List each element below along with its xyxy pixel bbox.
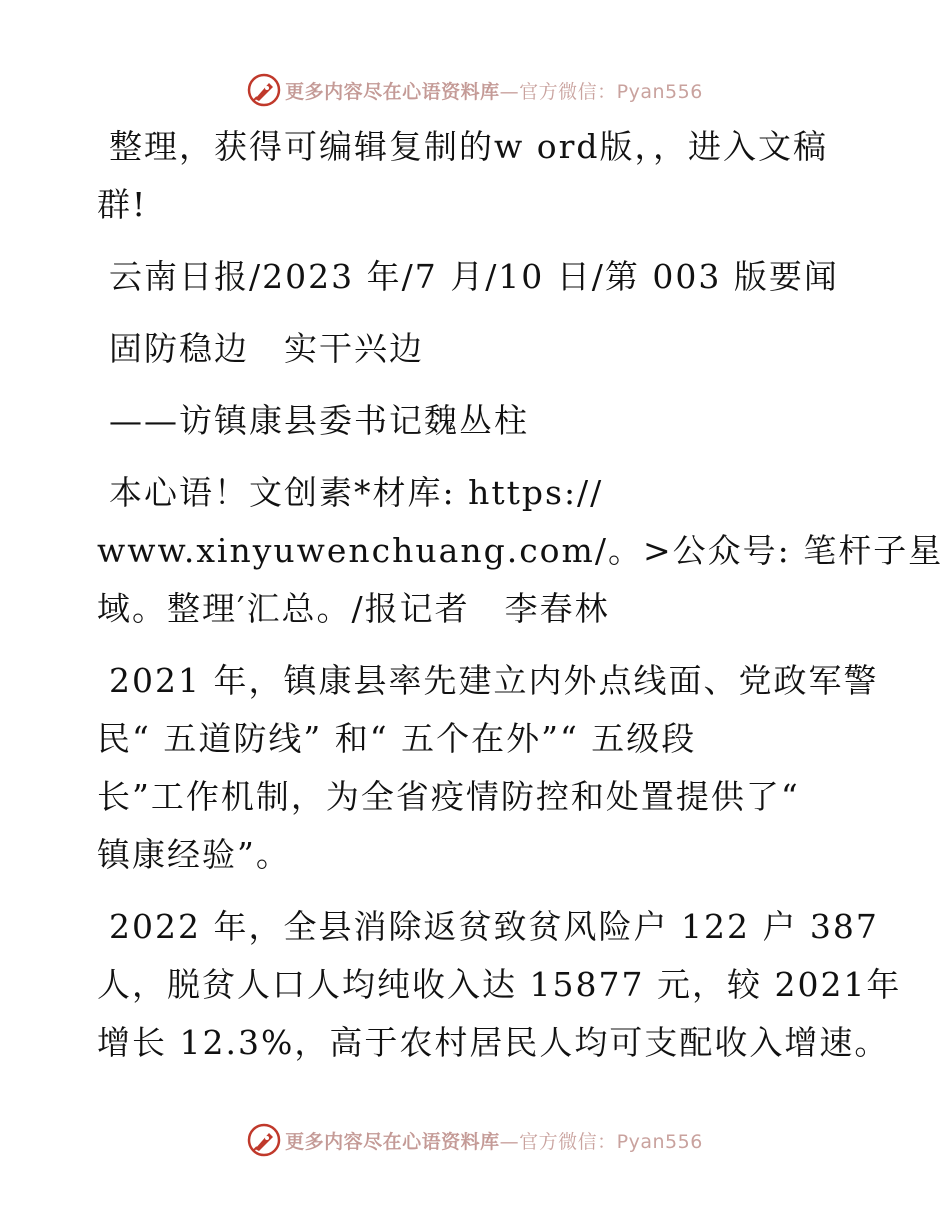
text-line: 2022 年，全县消除返贫致贫风险户 122 户 387 xyxy=(109,907,879,946)
text-line: 群! xyxy=(97,185,148,224)
footer-separator: — xyxy=(499,1130,520,1153)
text-line: 整理，获得可编辑复制的w ord版，，进入文稿 xyxy=(109,127,829,166)
header-separator: — xyxy=(499,80,520,103)
text-line: 人，脱贫人口人均纯收入达 15877 元，较 2021年 xyxy=(97,965,902,1004)
text-line: 长”工作机制，为全省疫情防控和处置提供了“ xyxy=(97,777,800,816)
pen-nib-logo-icon xyxy=(247,1123,281,1157)
header-banner-text xyxy=(285,77,703,104)
header-promo-text: 更多内容尽在心语资料库 xyxy=(285,80,500,103)
byline-paragraph xyxy=(97,464,944,638)
footer-contact-text: 官方微信：Pyan556 xyxy=(519,1130,703,1153)
text-line: 域。整理′汇总。/报记者 李春林 xyxy=(97,589,610,628)
footer-banner-text xyxy=(285,1127,703,1154)
article-subheadline: ——访镇康县委书记魏丛柱 xyxy=(109,401,529,440)
header-watermark-banner xyxy=(0,70,950,110)
header-contact-text: 官方微信：Pyan556 xyxy=(519,80,703,103)
text-line: 民“ 五道防线” 和“ 五个在外”“ 五级段 xyxy=(97,719,697,758)
text-line: 本心语！文创素*材库: https:// xyxy=(109,473,604,512)
article-headline: 固防稳边 实干兴边 xyxy=(109,329,424,368)
footer-watermark-banner xyxy=(0,1120,950,1160)
text-line: 增长 12.3%，高于农村居民人均可支配收入增速。 xyxy=(97,1023,890,1062)
source-line: 云南日报/2023 年/7 月/10 日/第 003 版要闻 xyxy=(109,257,839,296)
intro-paragraph xyxy=(97,118,867,234)
document-body xyxy=(97,118,944,1072)
body-paragraph-2022 xyxy=(97,898,902,1072)
body-paragraph-2021 xyxy=(97,652,879,884)
text-line: 镇康经验”。 xyxy=(97,835,291,874)
text-line: 2021 年，镇康县率先建立内外点线面、党政军警 xyxy=(109,661,879,700)
footer-promo-text: 更多内容尽在心语资料库 xyxy=(285,1130,500,1153)
text-line: www.xinyuwenchuang.com/。>公众号: 笔杆子星 xyxy=(97,531,944,570)
pen-nib-logo-icon xyxy=(247,73,281,107)
